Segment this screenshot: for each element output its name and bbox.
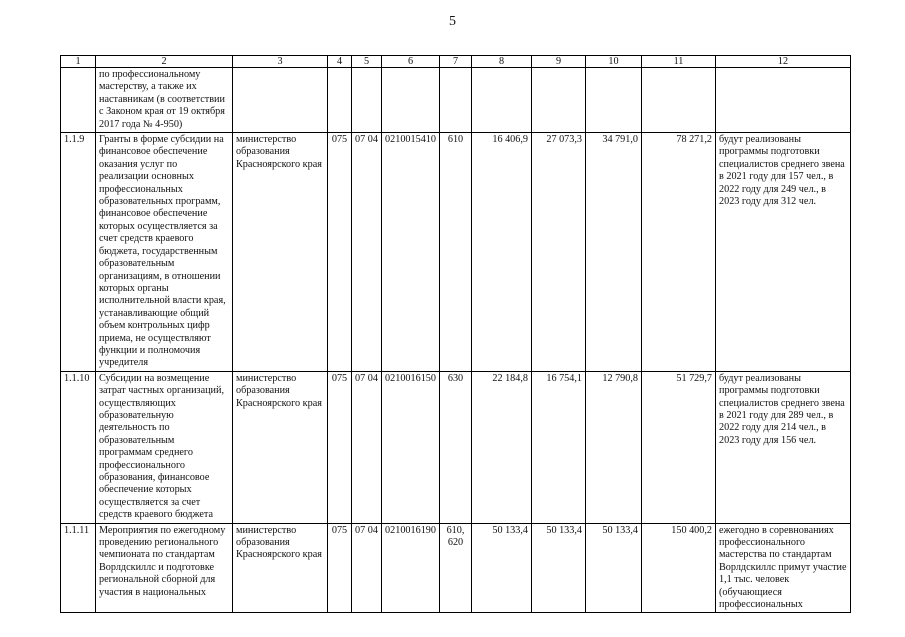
item-ministry: министерство образования Красноярского края (233, 523, 328, 613)
item-2021: 22 184,8 (472, 371, 532, 523)
column-number: 1 (61, 56, 96, 68)
item-ministry: министерство образования Красноярского края (233, 371, 328, 523)
column-number: 11 (642, 56, 716, 68)
item-vr: 630 (440, 371, 472, 523)
item-2022 (532, 68, 586, 133)
column-number: 9 (532, 56, 586, 68)
item-result: будут реализованы программы подготовки специалистов среднего звена в 2021 году для 289 чел., в 2022 году для 214 чел., в 2023 году для 156 чел. (716, 371, 851, 523)
item-csr: 0210015410 (382, 133, 440, 372)
item-2023: 12 790,8 (586, 371, 642, 523)
item-rzpr: 07 04 (352, 371, 382, 523)
item-2023: 34 791,0 (586, 133, 642, 372)
item-ministry (233, 68, 328, 133)
item-rzpr: 07 04 (352, 133, 382, 372)
item-name: по профессиональному мастерству, а также их наставникам (в соответствии с Законом края от 19 октября 2017 года № 4-950) (96, 68, 233, 133)
item-grbs (328, 68, 352, 133)
item-2021 (472, 68, 532, 133)
column-number: 3 (233, 56, 328, 68)
page-number: 5 (449, 14, 456, 29)
column-number-row (61, 56, 851, 68)
column-number: 7 (440, 56, 472, 68)
table-row (61, 371, 851, 523)
item-csr (382, 68, 440, 133)
item-id: 1.1.10 (61, 371, 96, 523)
program-table (60, 55, 851, 613)
item-grbs: 075 (328, 133, 352, 372)
item-vr: 610 (440, 133, 472, 372)
item-2023: 50 133,4 (586, 523, 642, 613)
item-name: Гранты в форме субсидии на финансовое обеспечение оказания услуг по реализации основных профессиональных образовательных программ, финансовое обеспечение которых осуществляется за счет средств краевого бюджета, государственным образовательным организациям, в отношении которых органы исполнительной власти края, устанавливающие общий объем контрольных цифр приема, не осуществляют функции и полномочия учредителя (96, 133, 233, 372)
item-csr: 0210016150 (382, 371, 440, 523)
item-vr (440, 68, 472, 133)
item-2022: 50 133,4 (532, 523, 586, 613)
item-total (642, 68, 716, 133)
table-row (61, 523, 851, 613)
item-csr: 0210016190 (382, 523, 440, 613)
item-vr: 610, 620 (440, 523, 472, 613)
column-number: 6 (382, 56, 440, 68)
item-id (61, 68, 96, 133)
item-total: 150 400,2 (642, 523, 716, 613)
item-name: Мероприятия по ежегодному проведению регионального чемпионата по стандартам Ворлдскиллс и подготовке региональной сборной для участия в национальных (96, 523, 233, 613)
item-id: 1.1.9 (61, 133, 96, 372)
column-number: 12 (716, 56, 851, 68)
column-number: 4 (328, 56, 352, 68)
item-total: 51 729,7 (642, 371, 716, 523)
column-number: 10 (586, 56, 642, 68)
table-row (61, 68, 851, 133)
item-2021: 50 133,4 (472, 523, 532, 613)
item-2022: 16 754,1 (532, 371, 586, 523)
item-rzpr: 07 04 (352, 523, 382, 613)
item-2021: 16 406,9 (472, 133, 532, 372)
item-result: будут реализованы программы подготовки специалистов среднего звена в 2021 году для 157 чел., в 2022 году для 249 чел., в 2023 году для 312 чел. (716, 133, 851, 372)
column-number: 8 (472, 56, 532, 68)
table-row (61, 133, 851, 372)
item-2023 (586, 68, 642, 133)
item-result (716, 68, 851, 133)
item-ministry: министерство образования Красноярского края (233, 133, 328, 372)
item-result: ежегодно в соревнованиях профессионального мастерства по стандартам Ворлдскиллс примут участие 1,1 тыс. человек (обучающиеся профессиональных (716, 523, 851, 613)
item-grbs: 075 (328, 523, 352, 613)
item-total: 78 271,2 (642, 133, 716, 372)
item-rzpr (352, 68, 382, 133)
column-number: 2 (96, 56, 233, 68)
item-2022: 27 073,3 (532, 133, 586, 372)
column-number: 5 (352, 56, 382, 68)
item-name: Субсидии на возмещение затрат частных организаций, осуществляющих образовательную деятельность по образовательным программам среднего профессионального образования, финансовое обеспечение которых осуществляется за счет средств краевого бюджета (96, 371, 233, 523)
item-grbs: 075 (328, 371, 352, 523)
item-id: 1.1.11 (61, 523, 96, 613)
